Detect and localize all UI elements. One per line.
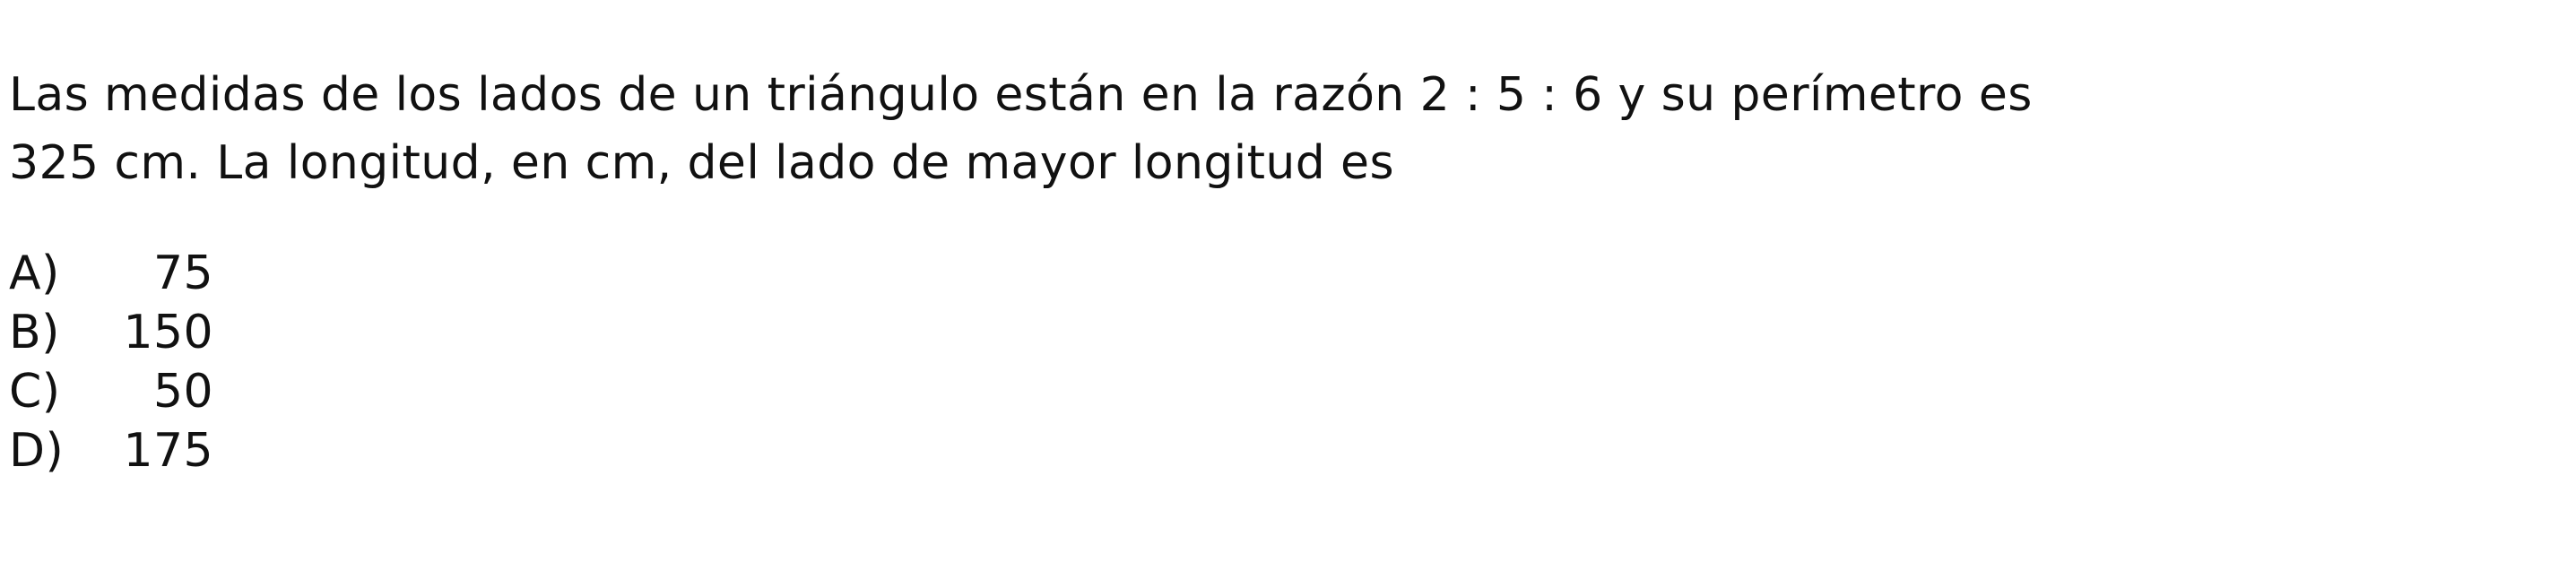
option-c-value: 50 [153,365,213,419]
question-line-2: 325 cm. La longitud, en cm, del lado de mayor longitud es [9,136,1394,190]
option-c[interactable] [9,362,213,421]
option-a-letter: A) [9,246,60,300]
option-b-value: 150 [123,306,213,359]
option-d-value: 175 [123,424,213,478]
question-line-1: Las medidas de los lados de un triángulo están en la razón 2 : 5 : 6 y su perímetro es [9,68,2033,122]
option-d[interactable] [9,421,213,480]
option-a[interactable] [9,244,213,303]
answer-options [9,244,213,480]
option-b-letter: B) [9,306,60,359]
option-c-letter: C) [9,365,61,419]
option-b[interactable] [9,303,213,362]
question-text [9,61,2430,197]
option-a-value: 75 [153,246,213,300]
option-d-letter: D) [9,424,65,478]
